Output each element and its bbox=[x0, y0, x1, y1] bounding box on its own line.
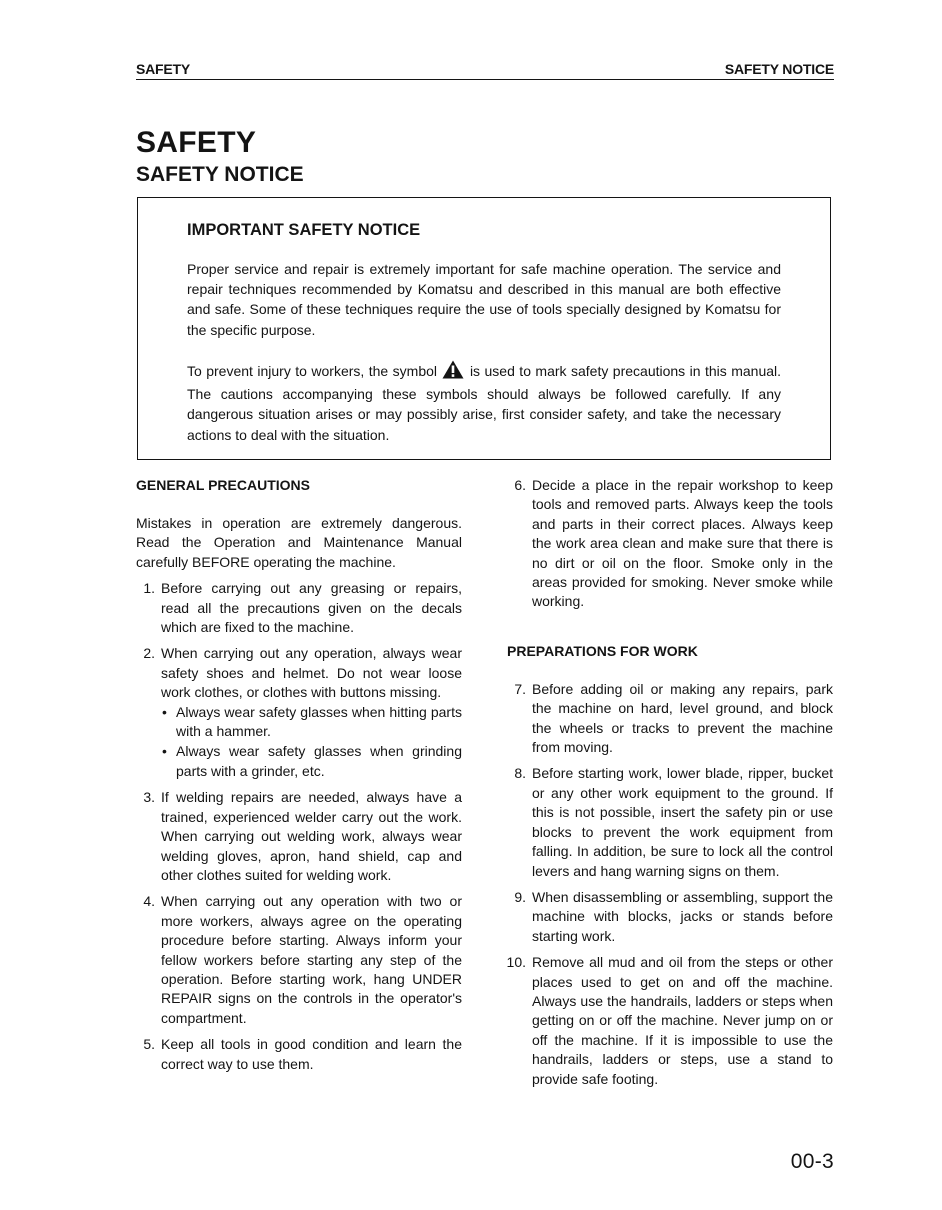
item-text: When disassembling or assembling, support the machine with blocks, jacks or stands before starting work. bbox=[532, 888, 833, 944]
general-precautions-heading: GENERAL PRECAUTIONS bbox=[136, 477, 310, 493]
list-item bbox=[136, 1035, 462, 1074]
list-item bbox=[136, 644, 462, 781]
notice-p2-before: To prevent injury to workers, the symbol bbox=[187, 363, 438, 379]
list-item bbox=[507, 680, 833, 758]
preparations-heading: PREPARATIONS FOR WORK bbox=[507, 642, 698, 659]
item-number: 4. bbox=[143, 893, 155, 910]
item-number: 7. bbox=[514, 680, 526, 697]
bullet-text: Always wear safety glasses when grinding parts with a grinder, etc. bbox=[176, 743, 462, 779]
bullet-icon: • bbox=[162, 703, 167, 720]
running-header-right: SAFETY NOTICE bbox=[724, 61, 834, 77]
list-item bbox=[136, 892, 462, 1028]
item-text: If welding repairs are needed, always have a trained, experienced welder carry out the work. When carrying out welding work, always wear welding gloves, apron, hand shield, cap and other clothes suited for welding work. bbox=[161, 789, 462, 883]
item-number: 9. bbox=[514, 888, 526, 905]
right-column bbox=[507, 476, 833, 1089]
item-text: When carrying out any operation, always wear safety shoes and helmet. Do not wear loose work clothes, or clothes with buttons missing. bbox=[161, 645, 462, 701]
item-text: Before starting work, lower blade, ripper, bucket or any other work equipment to the ground. If this is not possible, insert the safety pin or use blocks to prevent the work equipment from falling. In addition, be sure to lock all the control levers and hang warning signs on them. bbox=[532, 765, 833, 879]
bullet-icon: • bbox=[162, 743, 167, 760]
item-text: When carrying out any operation with two or more workers, always agree on the operating procedure before starting. Always inform your fellow workers before starting any step of the operation. Before starting work, hang UNDER REPAIR signs on the controls in the operator's compartment. bbox=[161, 893, 462, 1026]
running-header-left: SAFETY bbox=[136, 61, 191, 77]
item-text: Keep all tools in good condition and learn the correct way to use them. bbox=[161, 1036, 462, 1072]
item-text: Decide a place in the repair workshop to keep tools and removed parts. Always keep the tools and parts in their correct places. Always keep the work area clean and make sure that there is no dirt or oil on the floor. Smoke only in the areas provided for smoking. Never smoke while working. bbox=[532, 477, 833, 610]
list-item bbox=[136, 579, 462, 637]
general-intro: Mistakes in operation are extremely dangerous. Read the Operation and Maintenance Manual carefully BEFORE operating the machine. bbox=[136, 515, 462, 570]
item-text: Remove all mud and oil from the steps or other places used to get on and off the machine. Always use the handrails, ladders or steps when getting on or off the machine. Never jump on or off the machine. If it is impossible to use the handrails, ladders or steps, use a stand to provide safe footing. bbox=[532, 954, 833, 1087]
list-item bbox=[507, 764, 833, 880]
notice-p2-after: is used to mark safety precautions in this manual. The cautions accompanying these symbols should always be followed carefully. If any dangerous situation arises or may possibly arise, first consider safety, and take the necessary actions to deal with the situation. bbox=[187, 363, 782, 443]
notice-title: IMPORTANT SAFETY NOTICE bbox=[187, 221, 421, 239]
bullet-text: Always wear safety glasses when hitting parts with a hammer. bbox=[176, 703, 462, 740]
list-item bbox=[507, 953, 833, 1089]
item-number: 6. bbox=[514, 477, 526, 493]
warning-triangle-icon bbox=[442, 360, 464, 384]
item-number: 8. bbox=[514, 765, 526, 782]
item-number: 1. bbox=[143, 580, 155, 597]
notice-paragraph-2 bbox=[187, 360, 781, 445]
left-column bbox=[136, 476, 462, 1074]
item-text: Before carrying out any greasing or repairs, read all the precautions given on the decals which are fixed to the machine. bbox=[161, 580, 462, 636]
header-rule bbox=[136, 79, 834, 80]
item-number: 2. bbox=[143, 645, 155, 662]
notice-paragraph-1: Proper service and repair is extremely important for safe machine operation. The service and repair techniques recommended by Komatsu and described in this manual are both effective and safe. Some of these techniques require the use of tools specially designed by Komatsu for the specific purpose. bbox=[187, 261, 781, 338]
list-item bbox=[136, 788, 462, 885]
item-number: 5. bbox=[143, 1036, 155, 1053]
item-number: 10. bbox=[506, 954, 526, 971]
item-number: 3. bbox=[143, 789, 155, 806]
list-item bbox=[507, 888, 833, 946]
bullet-item bbox=[161, 703, 462, 742]
page-title: SAFETY bbox=[136, 126, 257, 159]
page-number: 00-3 bbox=[790, 1150, 834, 1173]
page-subtitle: SAFETY NOTICE bbox=[136, 163, 304, 186]
list-item bbox=[507, 476, 833, 612]
bullet-item bbox=[161, 742, 462, 781]
item-text: Before adding oil or making any repairs, park the machine on hard, level ground, and block the wheels or tracks to prevent the machine from moving. bbox=[532, 680, 833, 756]
